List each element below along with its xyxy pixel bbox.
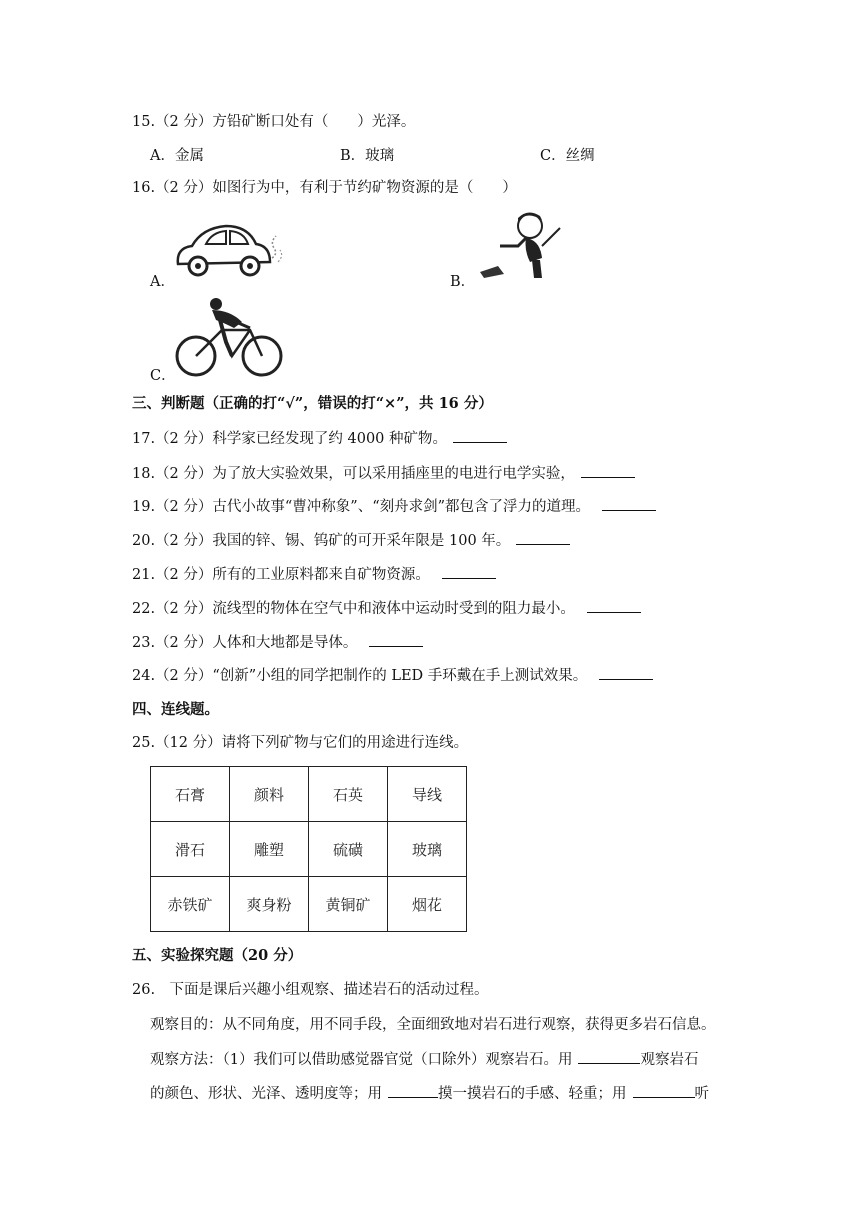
table-row xyxy=(151,877,467,932)
table-cell[interactable]: 烟花 xyxy=(388,877,467,932)
q15-stem: 15.（2 分）方铅矿断口处有（ ）光泽。 xyxy=(132,114,416,130)
table-cell[interactable]: 黄铜矿 xyxy=(309,877,388,932)
table-cell[interactable]: 导线 xyxy=(388,767,467,822)
judgment-text: 22.（2 分）流线型的物体在空气中和液体中运动时受到的阻力最小。 xyxy=(132,601,575,617)
q26-purpose: 观察目的：从不同角度，用不同手段，全面细致地对岩石进行观察，获得更多岩石信息。 xyxy=(150,1017,716,1033)
judgment-item xyxy=(132,530,570,551)
q25-stem: 25.（12 分）请将下列矿物与它们的用途进行连线。 xyxy=(132,735,469,751)
answer-blank[interactable] xyxy=(633,1083,695,1098)
q26-method-text: 的颜色、形状、光泽、透明度等；用 xyxy=(150,1086,382,1102)
section-3-title: 三、判断题（正确的打“√”，错误的打“×”，共 16 分） xyxy=(132,395,493,412)
section-5-title: 五、实验探究题（20 分） xyxy=(132,947,303,964)
table-cell[interactable]: 硫磺 xyxy=(309,822,388,877)
car-icon xyxy=(172,218,284,282)
judgment-text: 24.（2 分）“创新”小组的同学把制作的 LED 手环戴在手上测试效果。 xyxy=(132,668,588,684)
q16-stem: 16.（2 分）如图行为中，有利于节约矿物资源的是（ ） xyxy=(132,180,517,196)
judgment-text: 21.（2 分）所有的工业原料都来自矿物资源。 xyxy=(132,567,430,583)
table-cell[interactable]: 滑石 xyxy=(151,822,230,877)
judgment-text: 17.（2 分）科学家已经发现了约 4000 种矿物。 xyxy=(132,431,448,447)
q26-stem: 26. 下面是课后兴趣小组观察、描述岩石的活动过程。 xyxy=(132,982,489,998)
q16-option-a-label: A． xyxy=(150,274,175,290)
judgment-item xyxy=(132,598,641,619)
q26-method-text: 观察岩石 xyxy=(640,1052,699,1068)
answer-blank[interactable] xyxy=(369,632,423,647)
judgment-text: 23.（2 分）人体和大地都是导体。 xyxy=(132,635,358,651)
q15-option-b: B．玻璃 xyxy=(340,148,395,164)
q15-option-c: C．丝绸 xyxy=(540,148,595,164)
mineral-usage-table xyxy=(150,766,467,932)
answer-blank[interactable] xyxy=(602,496,656,511)
section-4-title: 四、连线题。 xyxy=(132,701,219,718)
answer-blank[interactable] xyxy=(578,1049,640,1064)
q26-method-text: 观察方法：（1）我们可以借助感觉器官觉（口除外）观察岩石。用 xyxy=(150,1052,573,1068)
answer-blank[interactable] xyxy=(581,463,635,478)
table-cell[interactable]: 石膏 xyxy=(151,767,230,822)
littering-child-icon xyxy=(470,206,580,290)
judgment-text: 19.（2 分）古代小故事“曹冲称象”、“刻舟求剑”都包含了浮力的道理。 xyxy=(132,499,591,515)
judgment-item xyxy=(132,496,656,517)
table-row xyxy=(151,767,467,822)
judgment-item xyxy=(132,428,507,449)
answer-blank[interactable] xyxy=(442,564,496,579)
table-cell[interactable]: 赤铁矿 xyxy=(151,877,230,932)
q15-option-a: A．金属 xyxy=(150,148,204,164)
q16-option-b-label: B． xyxy=(450,274,476,290)
table-row xyxy=(151,822,467,877)
answer-blank[interactable] xyxy=(587,598,641,613)
judgment-text: 20.（2 分）我国的锌、锡、钨矿的可开采年限是 100 年。 xyxy=(132,533,511,549)
judgment-item xyxy=(132,564,496,585)
table-cell[interactable]: 石英 xyxy=(309,767,388,822)
q16-option-c-label: C． xyxy=(150,368,176,384)
answer-blank[interactable] xyxy=(388,1083,438,1098)
judgment-text: 18.（2 分）为了放大实验效果，可以采用插座里的电进行电学实验， xyxy=(132,466,575,482)
table-cell[interactable]: 爽身粉 xyxy=(230,877,309,932)
table-cell[interactable]: 雕塑 xyxy=(230,822,309,877)
answer-blank[interactable] xyxy=(516,530,570,545)
judgment-item xyxy=(132,463,635,484)
judgment-item xyxy=(132,632,423,653)
judgment-item xyxy=(132,665,653,686)
answer-blank[interactable] xyxy=(599,665,653,680)
q26-method-text: 听 xyxy=(694,1086,709,1102)
table-cell[interactable]: 玻璃 xyxy=(388,822,467,877)
q26-method-line-1 xyxy=(150,1049,698,1070)
table-cell[interactable]: 颜料 xyxy=(230,767,309,822)
answer-blank[interactable] xyxy=(453,428,507,443)
q26-method-line-2 xyxy=(150,1083,709,1104)
q26-method-text: 摸一摸岩石的手感、轻重；用 xyxy=(438,1086,627,1102)
cyclist-icon xyxy=(172,298,288,384)
